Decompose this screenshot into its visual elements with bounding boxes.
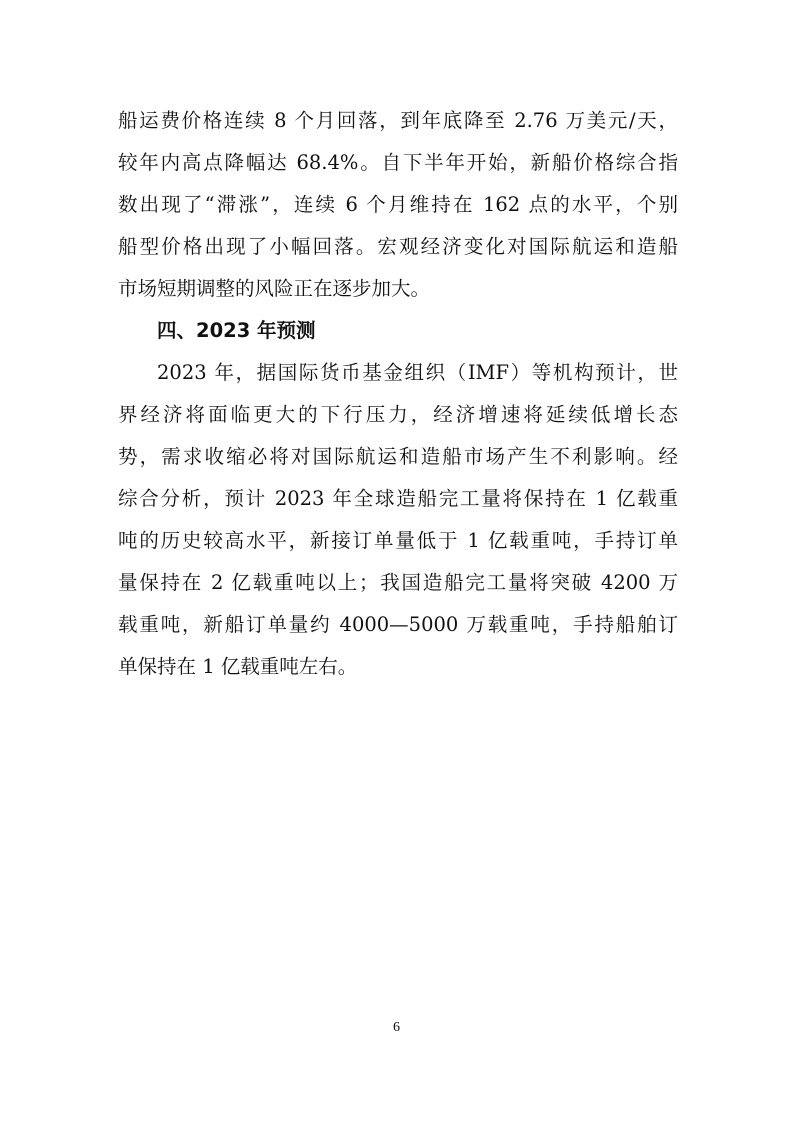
text-line: 吨的历史较高水平，新接订单量低于 1 亿载重吨，手持订单 — [118, 529, 678, 552]
text-line: 市场短期调整的风险正在逐步加大。 — [118, 277, 431, 300]
section-heading: 四、2023 年预测 — [157, 319, 316, 342]
paragraph-freight-and-prices — [118, 100, 678, 310]
text-line: 2023 年，据国际货币基金组织（IMF）等机构预计，世 — [157, 361, 678, 384]
text-line: 船运费价格连续 8 个月回落，到年底降至 2.76 万美元/天， — [118, 109, 678, 132]
page-body — [118, 100, 678, 688]
text-line: 界经济将面临更大的下行压力，经济增速将延续低增长态 — [118, 403, 678, 426]
text-line: 量保持在 2 亿载重吨以上；我国造船完工量将突破 4200 万 — [118, 571, 678, 594]
text-line: 单保持在 1 亿载重吨左右。 — [118, 655, 358, 678]
paragraph-2023-forecast — [118, 352, 678, 688]
text-line: 势，需求收缩必将对国际航运和造船市场产生不利影响。经 — [118, 445, 678, 468]
text-line: 载重吨，新船订单量约 4000—5000 万载重吨，手持船舶订 — [118, 613, 678, 636]
text-line: 船型价格出现了小幅回落。宏观经济变化对国际航运和造船 — [118, 235, 678, 258]
text-line: 较年内高点降幅达 68.4%。自下半年开始，新船价格综合指 — [118, 151, 678, 174]
text-line: 综合分析，预计 2023 年全球造船完工量将保持在 1 亿载重 — [118, 487, 678, 510]
text-line: 数出现了“滞涨”，连续 6 个月维持在 162 点的水平，个别 — [118, 193, 678, 216]
page-number: 6 — [393, 1020, 400, 1035]
